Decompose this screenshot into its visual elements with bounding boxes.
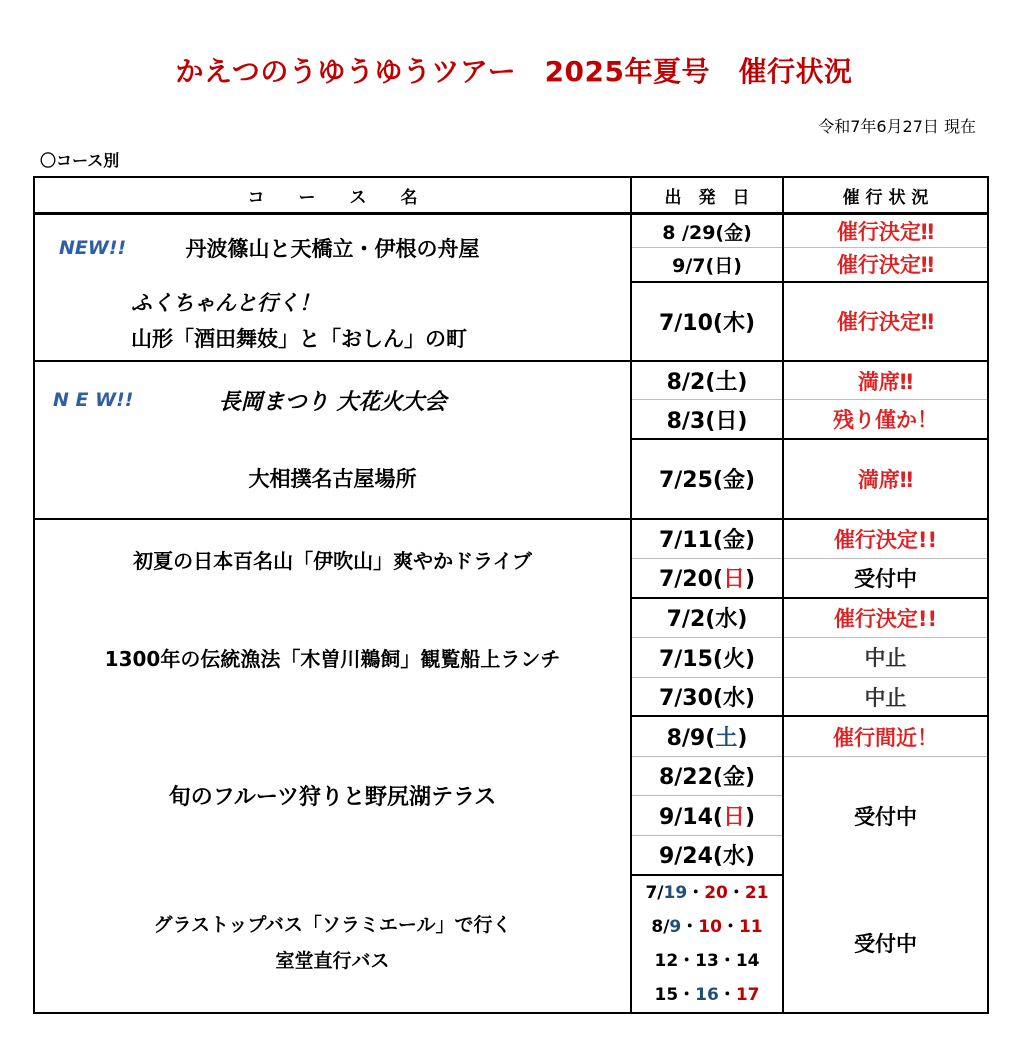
date-separator: ・ [681,916,699,937]
date-text: 12 [654,950,679,971]
date-row [632,910,782,944]
date-text: 7/ [645,882,664,903]
date-text: 8/ [651,916,670,937]
date-separator: ・ [687,882,705,903]
departure-date: 9/24(水) [631,836,783,875]
header-course: コ ー ス 名 [34,177,631,214]
status-label: 催行決定!! [783,519,988,558]
table-header-row [34,177,988,214]
date-separator: ・ [718,950,736,971]
course-name: 旬のフルーツ狩りと野尻湖テラス [168,784,497,810]
departure-date [631,558,783,598]
date-text: ) [744,805,756,830]
course-name-cell [34,282,631,361]
course-name-line2: 室堂直行バス [275,950,390,973]
course-name: 1300年の伝統漁法「木曽川鵜飼」観覧船上ランチ [104,646,561,671]
date-row [632,944,782,978]
course-name-cell [34,214,631,282]
course-name: 大相撲名古屋場所 [248,467,417,492]
date-sunday: 17 [735,984,760,1005]
departure-date: 7/30(水) [631,677,783,716]
as-of-date: 令和7年6月27日 現在 [818,117,976,136]
table-row [34,361,988,400]
status-label: 残り僅か！ [783,400,988,439]
weekday-sunday: 日 [722,567,745,593]
course-name-line2: 山形「酒田舞妓」と「おしん」の町 [131,326,467,351]
table-row [34,439,988,519]
status-label: 催行決定‼ [783,248,988,282]
date-text: 14 [735,950,760,971]
departure-date: 7/25(金) [631,439,783,519]
departure-date: 8/2(土) [631,361,783,400]
course-name-line1: グラストップバス「ソラミエール」で行く [153,914,512,937]
course-name-cell [34,519,631,598]
departure-date: 7/10(木) [631,282,783,361]
course-name-cell [34,716,631,874]
date-separator: ・ [678,984,696,1005]
status-label: 中止 [783,677,988,716]
status-label: 中止 [783,637,988,677]
departure-date: 9/7(日) [631,248,783,282]
status-label: 満席‼ [783,361,988,400]
date-text: ) [737,726,748,752]
date-row [632,978,782,1012]
header-status: 催 行 状 況 [783,177,988,214]
status-label: 受付中 [783,756,988,874]
table-row [34,282,988,361]
departure-date [631,716,783,756]
date-separator: ・ [721,916,739,937]
course-name-cell [34,875,631,1013]
departure-date-list [631,875,783,1013]
section-label: 〇コース別 [40,151,120,170]
date-saturday: 9 [669,916,682,937]
date-text: 15 [654,984,679,1005]
status-label: 催行決定!! [783,598,988,637]
table-row [34,598,988,637]
status-label: 催行間近！ [783,716,988,756]
course-name-line1: ふくちゃんと行く！ [131,290,320,315]
departure-date [631,795,783,835]
table-row [34,716,988,756]
weekday-sunday: 日 [722,805,745,830]
course-name: 初夏の日本百名山「伊吹山」爽やかドライブ [133,548,532,573]
date-holiday: 11 [738,916,763,937]
page-title: かえつのうゆうゆうツアー 2025年夏号 催行状況 [175,55,853,88]
date-separator: ・ [718,984,736,1005]
new-badge: NEW!! [59,237,127,259]
date-saturday: 16 [695,984,719,1005]
date-separator: ・ [678,950,696,971]
table-row [34,214,988,248]
status-label: 催行決定‼ [783,214,988,248]
date-saturday: 19 [663,882,688,903]
date-sunday: 20 [704,882,728,903]
date-row [632,876,782,910]
departure-date: 8/22(金) [631,756,783,795]
course-name-cell [34,439,631,519]
table-row [34,519,988,558]
header-departure: 出 発 日 [631,177,783,214]
date-text: 9/14( [658,805,723,830]
status-label: 催行決定‼ [783,282,988,361]
departure-date: 7/2(水) [631,598,783,637]
date-sunday: 10 [698,916,722,937]
departure-date: 7/11(金) [631,519,783,558]
weekday-saturday: 土 [715,726,738,752]
status-label: 受付中 [783,875,988,1013]
date-text: 8/9( [666,726,716,752]
status-label: 満席‼ [783,439,988,519]
course-name: 長岡まつり 大花火大会 [218,389,447,415]
status-label: 受付中 [783,558,988,598]
departure-date: 8/3(日) [631,400,783,439]
departure-date: 8 /29(金) [631,214,783,248]
date-text: ) [744,567,756,593]
date-holiday: 21 [744,882,769,903]
date-text: 7/20( [658,567,723,593]
table-row [34,875,988,1013]
date-text: 13 [695,950,719,971]
date-separator: ・ [727,882,745,903]
course-name: 丹波篠山と天橋立・伊根の舟屋 [185,237,480,262]
new-badge: N E W!! [53,388,134,411]
tour-status-table [33,176,989,1014]
course-name-cell [34,361,631,439]
course-name-cell [34,598,631,716]
departure-date: 7/15(火) [631,637,783,677]
